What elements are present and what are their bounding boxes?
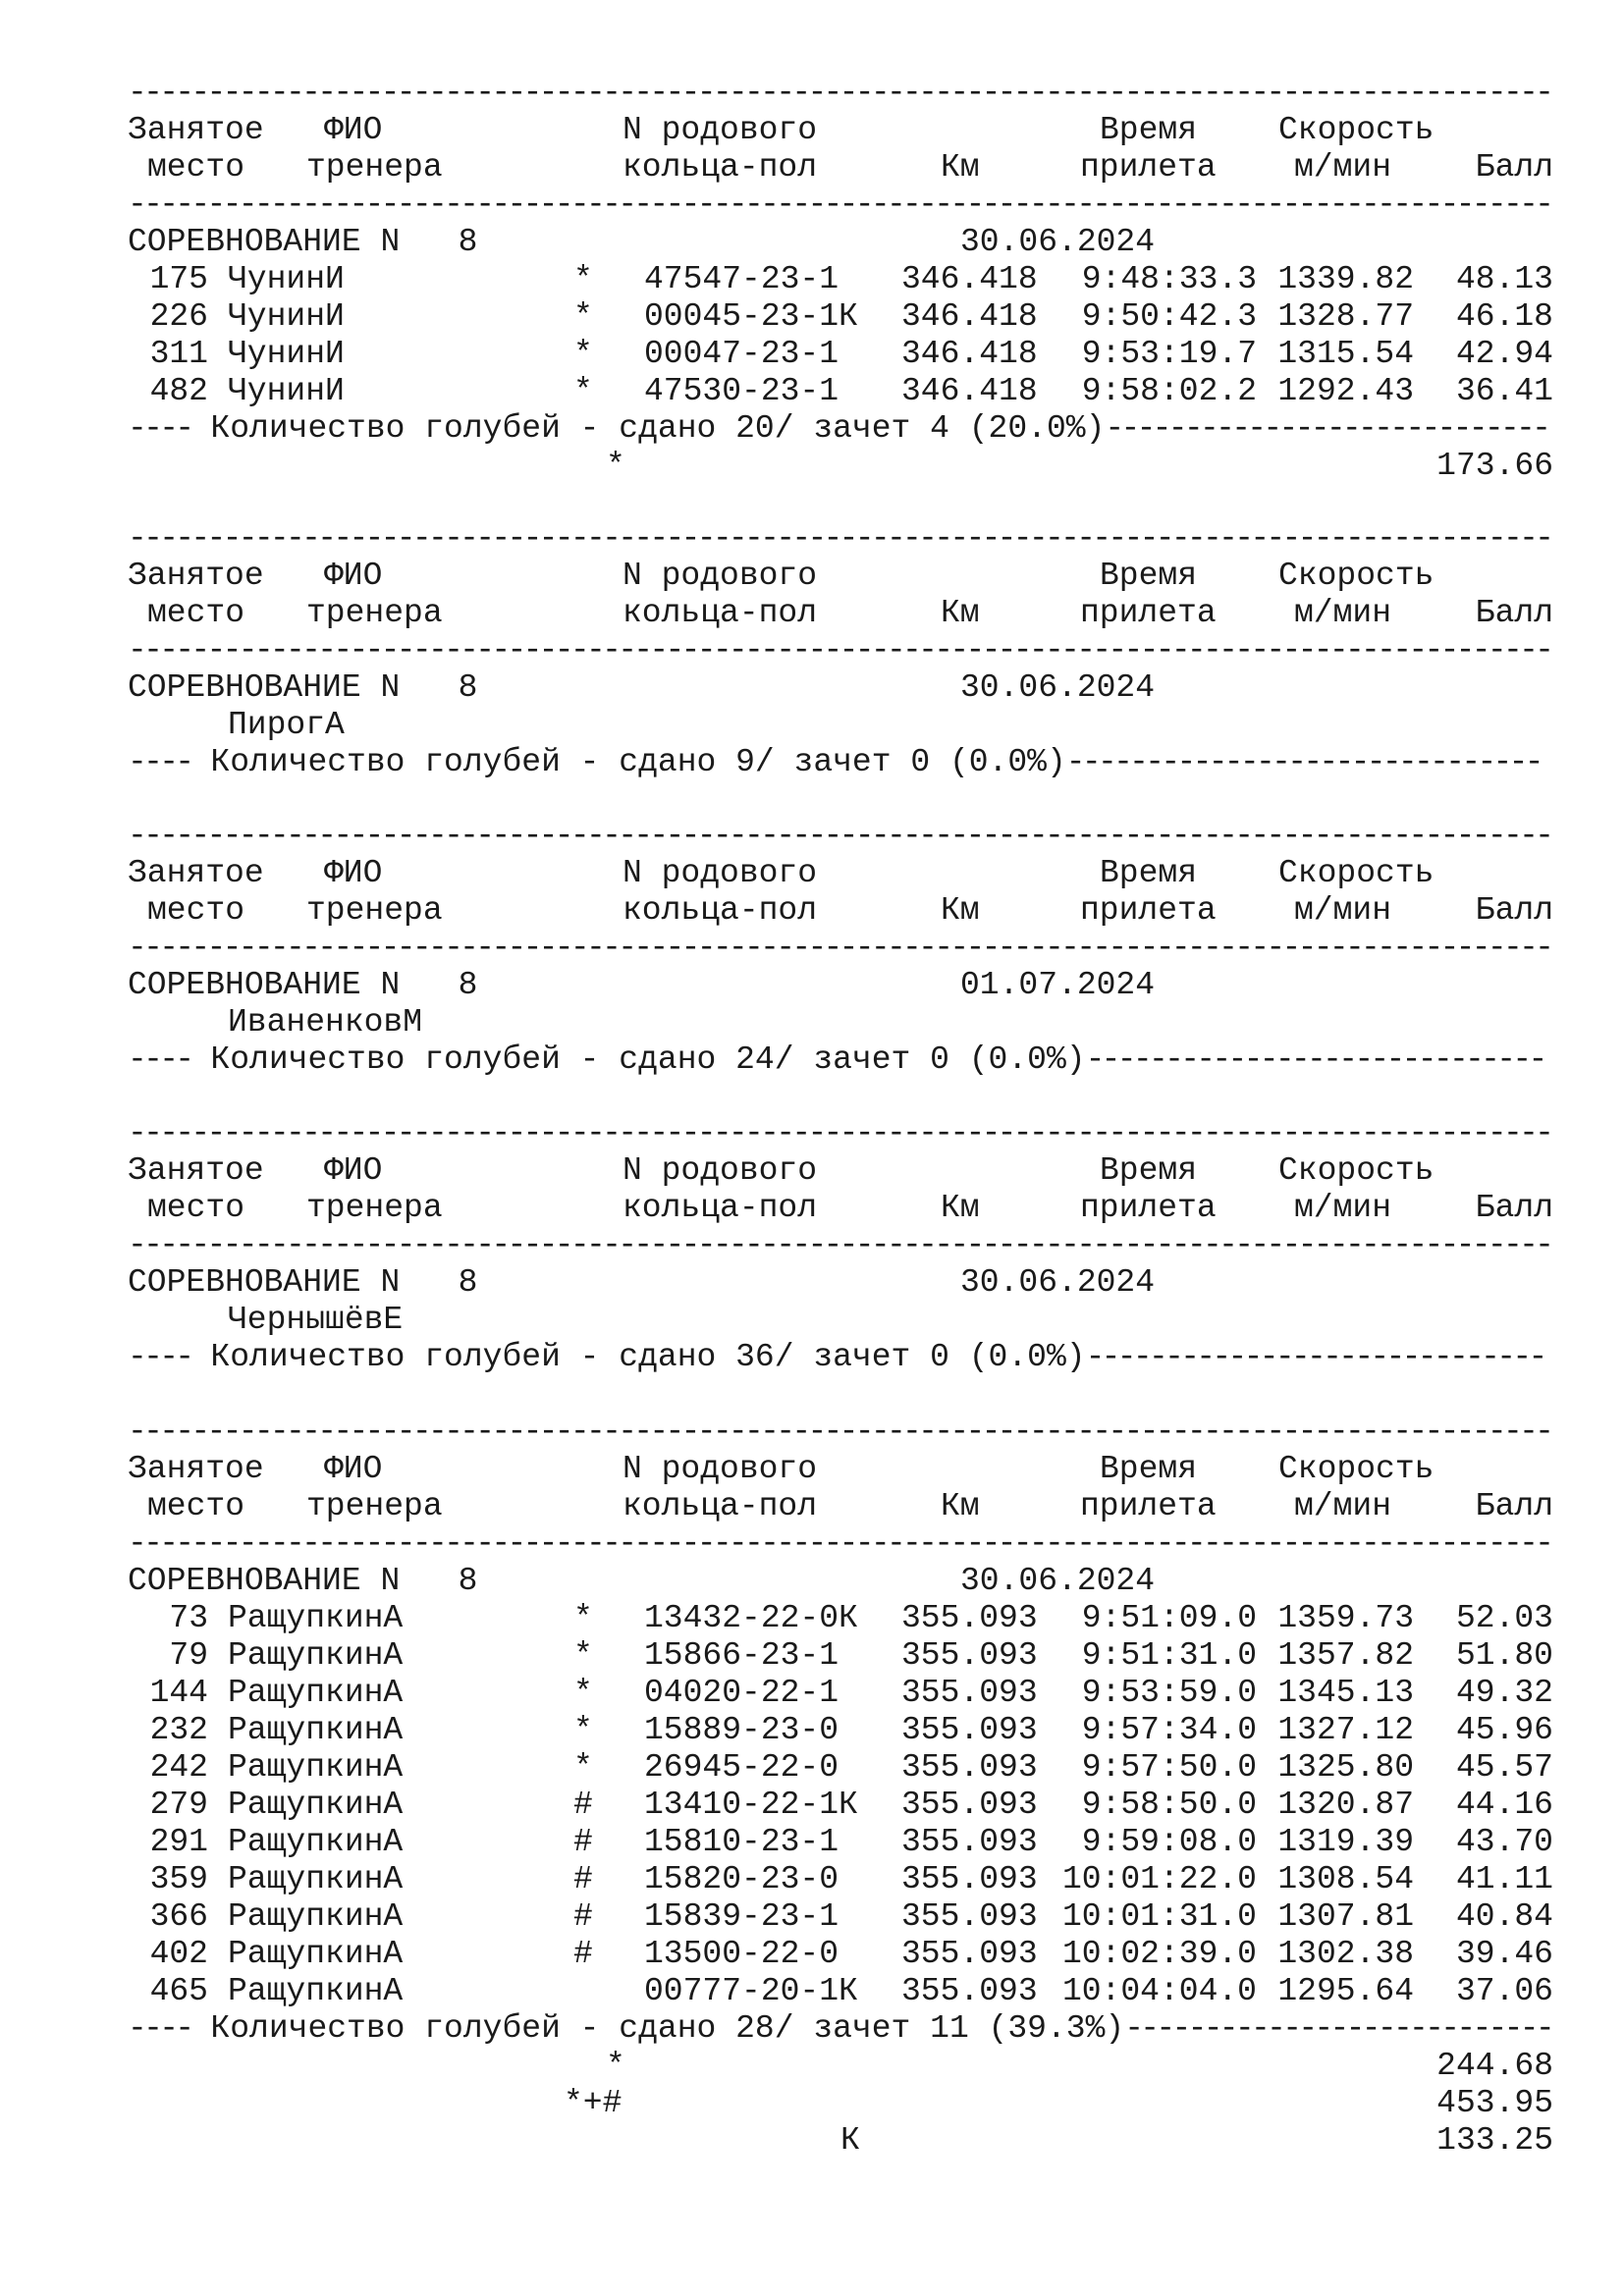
place: 465 bbox=[149, 1973, 208, 2009]
summary-line bbox=[0, 2010, 1624, 2048]
score: 45.57 bbox=[1455, 1749, 1553, 1786]
col-score: Балл bbox=[1475, 149, 1553, 186]
total-mark: * bbox=[606, 2048, 625, 2084]
mark: # bbox=[573, 1861, 593, 1897]
total-line bbox=[0, 2085, 1624, 2122]
mark: * bbox=[573, 1749, 593, 1786]
trainer: РащупкинА bbox=[228, 1712, 404, 1748]
mark: # bbox=[573, 1824, 593, 1860]
col-time-2: прилета bbox=[1080, 149, 1217, 186]
col-ring-2: кольца-пол bbox=[623, 595, 818, 631]
ring-number: 15866-23-1 bbox=[644, 1637, 839, 1674]
trainer: РащупкинА bbox=[228, 1637, 404, 1674]
separator-rule: ------------------------------------------------------------------------------------------ bbox=[128, 187, 1551, 223]
place: 242 bbox=[149, 1749, 208, 1786]
place: 175 bbox=[149, 261, 208, 297]
summary-line bbox=[0, 1041, 1624, 1079]
trainer: РащупкинА bbox=[228, 1675, 404, 1711]
rule-top bbox=[0, 520, 1624, 558]
total-value: 244.68 bbox=[1436, 2048, 1553, 2084]
speed: 1307.81 bbox=[1277, 1898, 1414, 1935]
col-speed-1: Скорость bbox=[1278, 855, 1435, 891]
trainer: ЧунинИ bbox=[228, 336, 345, 372]
col-name-2: тренера bbox=[306, 1488, 443, 1524]
place: 232 bbox=[149, 1712, 208, 1748]
distance-km: 355.093 bbox=[901, 1861, 1038, 1897]
col-score: Балл bbox=[1475, 1488, 1553, 1524]
score: 49.32 bbox=[1455, 1675, 1553, 1711]
distance-km: 355.093 bbox=[901, 1973, 1038, 2009]
place: 226 bbox=[149, 298, 208, 335]
speed: 1295.64 bbox=[1277, 1973, 1414, 2009]
column-header-row-1 bbox=[0, 1451, 1624, 1488]
col-speed-2: м/мин bbox=[1294, 892, 1392, 929]
col-speed-1: Скорость bbox=[1278, 558, 1435, 594]
trainer: РащупкинА bbox=[228, 1824, 404, 1860]
speed: 1359.73 bbox=[1277, 1600, 1414, 1636]
score: 43.70 bbox=[1455, 1824, 1553, 1860]
place: 366 bbox=[149, 1898, 208, 1935]
col-time-1: Время bbox=[1100, 855, 1198, 891]
col-ring-1: N родового bbox=[623, 112, 818, 148]
total-line bbox=[0, 448, 1624, 485]
speed: 1345.13 bbox=[1277, 1675, 1414, 1711]
competition-date: 30.06.2024 bbox=[960, 224, 1156, 260]
score: 36.41 bbox=[1455, 373, 1553, 409]
col-time-2: прилета bbox=[1080, 1190, 1217, 1226]
rule-header bbox=[0, 187, 1624, 224]
separator-rule: ---- bbox=[128, 2010, 191, 2047]
arrival-time: 9:57:34.0 bbox=[1081, 1712, 1257, 1748]
col-place-2: место bbox=[147, 595, 245, 631]
total-mark: *+# bbox=[564, 2085, 623, 2121]
mark: * bbox=[573, 298, 593, 335]
mark: * bbox=[573, 261, 593, 297]
distance-km: 355.093 bbox=[901, 1600, 1038, 1636]
competition-date: 30.06.2024 bbox=[960, 669, 1156, 706]
summary-text: Количество голубей - сдано 9/ зачет 0 (0.0%) bbox=[210, 744, 1066, 780]
speed: 1327.12 bbox=[1277, 1712, 1414, 1748]
col-name-2: тренера bbox=[306, 595, 443, 631]
competition-title: СОРЕВНОВАНИЕ N 8 bbox=[128, 1563, 478, 1599]
col-score: Балл bbox=[1475, 1190, 1553, 1226]
mark: # bbox=[573, 1898, 593, 1935]
summary-text: Количество голубей - сдано 28/ зачет 11 (39.3%) bbox=[210, 2010, 1125, 2047]
trainer: РащупкинА bbox=[228, 1861, 404, 1897]
trainer: РащупкинА bbox=[228, 1600, 404, 1636]
separator-rule: ---- bbox=[128, 410, 191, 447]
summary-line bbox=[0, 1339, 1624, 1376]
column-header-row-1 bbox=[0, 112, 1624, 149]
trainer: ЧунинИ bbox=[228, 298, 345, 335]
ring-number: 00045-23-1К bbox=[644, 298, 858, 335]
speed: 1319.39 bbox=[1277, 1824, 1414, 1860]
ring-number: 47547-23-1 bbox=[644, 261, 839, 297]
separator-rule: --------------------------- bbox=[1124, 2010, 1551, 2047]
rule-header bbox=[0, 1227, 1624, 1264]
separator-rule: ------------------------------ bbox=[1065, 744, 1541, 780]
arrival-time: 10:01:31.0 bbox=[1061, 1898, 1257, 1935]
result-row bbox=[0, 1712, 1624, 1749]
arrival-time: 10:04:04.0 bbox=[1061, 1973, 1257, 2009]
trainer-line bbox=[0, 1004, 1624, 1041]
col-place-2: место bbox=[147, 1488, 245, 1524]
col-name-2: тренера bbox=[306, 892, 443, 929]
total-line bbox=[0, 2048, 1624, 2085]
separator-rule: ---- bbox=[128, 744, 191, 780]
speed: 1292.43 bbox=[1277, 373, 1414, 409]
trainer-name: ПирогА bbox=[228, 707, 345, 743]
place: 402 bbox=[149, 1936, 208, 1972]
col-ring-2: кольца-пол bbox=[623, 892, 818, 929]
column-header-row-1 bbox=[0, 558, 1624, 595]
separator-rule: ---- bbox=[128, 1339, 191, 1375]
col-place-1: Занятое bbox=[128, 855, 264, 891]
speed: 1315.54 bbox=[1277, 336, 1414, 372]
mark: * bbox=[573, 1675, 593, 1711]
result-row bbox=[0, 261, 1624, 298]
separator-rule: ------------------------------------------------------------------------------------------ bbox=[128, 1414, 1551, 1450]
col-ring-2: кольца-пол bbox=[623, 1190, 818, 1226]
place: 482 bbox=[149, 373, 208, 409]
col-time-2: прилета bbox=[1080, 595, 1217, 631]
ring-number: 26945-22-0 bbox=[644, 1749, 839, 1786]
distance-km: 346.418 bbox=[901, 298, 1038, 335]
score: 46.18 bbox=[1455, 298, 1553, 335]
distance-km: 355.093 bbox=[901, 1936, 1038, 1972]
mark: * bbox=[573, 1712, 593, 1748]
col-place-1: Занятое bbox=[128, 1152, 264, 1189]
result-row bbox=[0, 1637, 1624, 1675]
arrival-time: 10:01:22.0 bbox=[1061, 1861, 1257, 1897]
col-speed-1: Скорость bbox=[1278, 1451, 1435, 1487]
result-row bbox=[0, 373, 1624, 410]
col-ring-2: кольца-пол bbox=[623, 149, 818, 186]
trainer: ЧунинИ bbox=[228, 261, 345, 297]
speed: 1320.87 bbox=[1277, 1787, 1414, 1823]
column-header-row-1 bbox=[0, 1152, 1624, 1190]
col-place-1: Занятое bbox=[128, 112, 264, 148]
distance-km: 355.093 bbox=[901, 1824, 1038, 1860]
mark: # bbox=[573, 1936, 593, 1972]
result-row bbox=[0, 1824, 1624, 1861]
result-row bbox=[0, 336, 1624, 373]
column-header-row-2 bbox=[0, 1190, 1624, 1227]
rule-top bbox=[0, 1115, 1624, 1152]
competition-title: СОРЕВНОВАНИЕ N 8 bbox=[128, 1264, 478, 1301]
col-speed-2: м/мин bbox=[1294, 149, 1392, 186]
distance-km: 346.418 bbox=[901, 373, 1038, 409]
ring-number: 15810-23-1 bbox=[644, 1824, 839, 1860]
speed: 1308.54 bbox=[1277, 1861, 1414, 1897]
col-name-2: тренера bbox=[306, 1190, 443, 1226]
col-name-1: ФИО bbox=[324, 1451, 383, 1487]
ring-number: 47530-23-1 bbox=[644, 373, 839, 409]
score: 37.06 bbox=[1455, 1973, 1553, 2009]
place: 73 bbox=[169, 1600, 208, 1636]
mark: # bbox=[573, 1787, 593, 1823]
arrival-time: 9:53:59.0 bbox=[1081, 1675, 1257, 1711]
arrival-time: 9:50:42.3 bbox=[1081, 298, 1257, 335]
col-ring-1: N родового bbox=[623, 558, 818, 594]
distance-km: 355.093 bbox=[901, 1637, 1038, 1674]
trainer: РащупкинА bbox=[228, 1787, 404, 1823]
competition-line bbox=[0, 1264, 1624, 1302]
arrival-time: 9:53:19.7 bbox=[1081, 336, 1257, 372]
competition-date: 30.06.2024 bbox=[960, 1264, 1156, 1301]
col-score: Балл bbox=[1475, 892, 1553, 929]
score: 44.16 bbox=[1455, 1787, 1553, 1823]
ring-number: 13410-22-1К bbox=[644, 1787, 858, 1823]
separator-rule: ------------------------------------------------------------------------------------------ bbox=[128, 1115, 1551, 1151]
col-speed-2: м/мин bbox=[1294, 1488, 1392, 1524]
competition-title: СОРЕВНОВАНИЕ N 8 bbox=[128, 967, 478, 1003]
distance-km: 355.093 bbox=[901, 1787, 1038, 1823]
competition-date: 30.06.2024 bbox=[960, 1563, 1156, 1599]
total-mark: К bbox=[840, 2122, 860, 2159]
competition-line bbox=[0, 1563, 1624, 1600]
rule-header bbox=[0, 930, 1624, 967]
col-name-1: ФИО bbox=[324, 1152, 383, 1189]
score: 39.46 bbox=[1455, 1936, 1553, 1972]
col-name-1: ФИО bbox=[324, 855, 383, 891]
summary-text: Количество голубей - сдано 36/ зачет 0 (0.0%) bbox=[210, 1339, 1086, 1375]
ring-number: 13432-22-0К bbox=[644, 1600, 858, 1636]
col-name-2: тренера bbox=[306, 149, 443, 186]
result-row bbox=[0, 1787, 1624, 1824]
score: 51.80 bbox=[1455, 1637, 1553, 1674]
col-speed-1: Скорость bbox=[1278, 1152, 1435, 1189]
separator-rule: ----------------------------- bbox=[1085, 1339, 1544, 1375]
rule-header bbox=[0, 632, 1624, 669]
column-header-row-2 bbox=[0, 149, 1624, 187]
trainer: РащупкинА bbox=[228, 1936, 404, 1972]
speed: 1357.82 bbox=[1277, 1637, 1414, 1674]
ring-number: 00047-23-1 bbox=[644, 336, 839, 372]
trainer-line bbox=[0, 707, 1624, 744]
result-row bbox=[0, 1600, 1624, 1637]
col-ring-1: N родового bbox=[623, 855, 818, 891]
arrival-time: 9:51:09.0 bbox=[1081, 1600, 1257, 1636]
col-place-2: место bbox=[147, 1190, 245, 1226]
score: 40.84 bbox=[1455, 1898, 1553, 1935]
arrival-time: 9:59:08.0 bbox=[1081, 1824, 1257, 1860]
arrival-time: 9:51:31.0 bbox=[1081, 1637, 1257, 1674]
col-km: Км bbox=[941, 1488, 980, 1524]
trainer: РащупкинА bbox=[228, 1749, 404, 1786]
trainer: ЧунинИ bbox=[228, 373, 345, 409]
separator-rule: ------------------------------------------------------------------------------------------ bbox=[128, 632, 1551, 668]
mark: * bbox=[573, 336, 593, 372]
col-name-1: ФИО bbox=[324, 558, 383, 594]
col-speed-2: м/мин bbox=[1294, 595, 1392, 631]
trainer-name: ИваненковМ bbox=[228, 1004, 423, 1041]
separator-rule: ----------------------------- bbox=[1085, 1041, 1544, 1078]
column-header-row-1 bbox=[0, 855, 1624, 892]
arrival-time: 9:58:02.2 bbox=[1081, 373, 1257, 409]
trainer: РащупкинА bbox=[228, 1898, 404, 1935]
rule-header bbox=[0, 1525, 1624, 1563]
col-time-1: Время bbox=[1100, 1451, 1198, 1487]
distance-km: 346.418 bbox=[901, 336, 1038, 372]
result-row bbox=[0, 1675, 1624, 1712]
col-ring-1: N родового bbox=[623, 1451, 818, 1487]
separator-rule: ------------------------------------------------------------------------------------------ bbox=[128, 1525, 1551, 1562]
score: 41.11 bbox=[1455, 1861, 1553, 1897]
result-row bbox=[0, 1749, 1624, 1787]
col-time-2: прилета bbox=[1080, 1488, 1217, 1524]
distance-km: 355.093 bbox=[901, 1675, 1038, 1711]
speed: 1325.80 bbox=[1277, 1749, 1414, 1786]
ring-number: 15889-23-0 bbox=[644, 1712, 839, 1748]
ring-number: 04020-22-1 bbox=[644, 1675, 839, 1711]
speed: 1339.82 bbox=[1277, 261, 1414, 297]
competition-title: СОРЕВНОВАНИЕ N 8 bbox=[128, 224, 478, 260]
col-ring-1: N родового bbox=[623, 1152, 818, 1189]
summary-line bbox=[0, 410, 1624, 448]
place: 79 bbox=[169, 1637, 208, 1674]
separator-rule: ------------------------------------------------------------------------------------------ bbox=[128, 520, 1551, 557]
competition-line bbox=[0, 967, 1624, 1004]
col-place-1: Занятое bbox=[128, 558, 264, 594]
column-header-row-2 bbox=[0, 1488, 1624, 1525]
summary-line bbox=[0, 744, 1624, 781]
col-time-1: Время bbox=[1100, 558, 1198, 594]
distance-km: 355.093 bbox=[901, 1749, 1038, 1786]
col-km: Км bbox=[941, 1190, 980, 1226]
score: 42.94 bbox=[1455, 336, 1553, 372]
rule-top bbox=[0, 75, 1624, 112]
mark: * bbox=[573, 373, 593, 409]
col-time-1: Время bbox=[1100, 112, 1198, 148]
distance-km: 355.093 bbox=[901, 1712, 1038, 1748]
competition-title: СОРЕВНОВАНИЕ N 8 bbox=[128, 669, 478, 706]
arrival-time: 9:57:50.0 bbox=[1081, 1749, 1257, 1786]
rule-top bbox=[0, 818, 1624, 855]
column-header-row-2 bbox=[0, 892, 1624, 930]
total-value: 133.25 bbox=[1436, 2122, 1553, 2159]
arrival-time: 10:02:39.0 bbox=[1061, 1936, 1257, 1972]
result-row bbox=[0, 298, 1624, 336]
col-place-2: место bbox=[147, 149, 245, 186]
trainer: РащупкинА bbox=[228, 1973, 404, 2009]
mark: * bbox=[573, 1637, 593, 1674]
col-ring-2: кольца-пол bbox=[623, 1488, 818, 1524]
col-km: Км bbox=[941, 595, 980, 631]
col-time-2: прилета bbox=[1080, 892, 1217, 929]
ring-number: 15839-23-1 bbox=[644, 1898, 839, 1935]
separator-rule: ------------------------------------------------------------------------------------------ bbox=[128, 1227, 1551, 1263]
separator-rule: ---- bbox=[128, 1041, 191, 1078]
result-row bbox=[0, 1861, 1624, 1898]
col-speed-2: м/мин bbox=[1294, 1190, 1392, 1226]
distance-km: 346.418 bbox=[901, 261, 1038, 297]
score: 52.03 bbox=[1455, 1600, 1553, 1636]
col-time-1: Время bbox=[1100, 1152, 1198, 1189]
col-km: Км bbox=[941, 149, 980, 186]
col-speed-1: Скорость bbox=[1278, 112, 1435, 148]
rule-top bbox=[0, 1414, 1624, 1451]
result-row bbox=[0, 1898, 1624, 1936]
separator-rule: ------------------------------------------------------------------------------------------ bbox=[128, 75, 1551, 111]
separator-rule: ---------------------------- bbox=[1105, 410, 1548, 447]
speed: 1328.77 bbox=[1277, 298, 1414, 335]
total-value: 453.95 bbox=[1436, 2085, 1553, 2121]
ring-number: 00777-20-1К bbox=[644, 1973, 858, 2009]
place: 291 bbox=[149, 1824, 208, 1860]
separator-rule: ------------------------------------------------------------------------------------------ bbox=[128, 930, 1551, 966]
column-header-row-2 bbox=[0, 595, 1624, 632]
speed: 1302.38 bbox=[1277, 1936, 1414, 1972]
col-place-2: место bbox=[147, 892, 245, 929]
competition-line bbox=[0, 224, 1624, 261]
col-score: Балл bbox=[1475, 595, 1553, 631]
place: 311 bbox=[149, 336, 208, 372]
mark: * bbox=[573, 1600, 593, 1636]
total-line bbox=[0, 2122, 1624, 2160]
col-place-1: Занятое bbox=[128, 1451, 264, 1487]
result-row bbox=[0, 1973, 1624, 2010]
ring-number: 15820-23-0 bbox=[644, 1861, 839, 1897]
col-km: Км bbox=[941, 892, 980, 929]
total-mark: * bbox=[606, 448, 625, 484]
place: 279 bbox=[149, 1787, 208, 1823]
arrival-time: 9:48:33.3 bbox=[1081, 261, 1257, 297]
place: 359 bbox=[149, 1861, 208, 1897]
competition-date: 01.07.2024 bbox=[960, 967, 1156, 1003]
summary-text: Количество голубей - сдано 24/ зачет 0 (0.0%) bbox=[210, 1041, 1086, 1078]
score: 48.13 bbox=[1455, 261, 1553, 297]
result-row bbox=[0, 1936, 1624, 1973]
distance-km: 355.093 bbox=[901, 1898, 1038, 1935]
col-name-1: ФИО bbox=[324, 112, 383, 148]
summary-text: Количество голубей - сдано 20/ зачет 4 (20.0%) bbox=[210, 410, 1106, 447]
trainer-name: ЧернышёвЕ bbox=[228, 1302, 404, 1338]
separator-rule: ------------------------------------------------------------------------------------------ bbox=[128, 818, 1551, 854]
place: 144 bbox=[149, 1675, 208, 1711]
ring-number: 13500-22-0 bbox=[644, 1936, 839, 1972]
total-value: 173.66 bbox=[1436, 448, 1553, 484]
arrival-time: 9:58:50.0 bbox=[1081, 1787, 1257, 1823]
score: 45.96 bbox=[1455, 1712, 1553, 1748]
competition-line bbox=[0, 669, 1624, 707]
trainer-line bbox=[0, 1302, 1624, 1339]
